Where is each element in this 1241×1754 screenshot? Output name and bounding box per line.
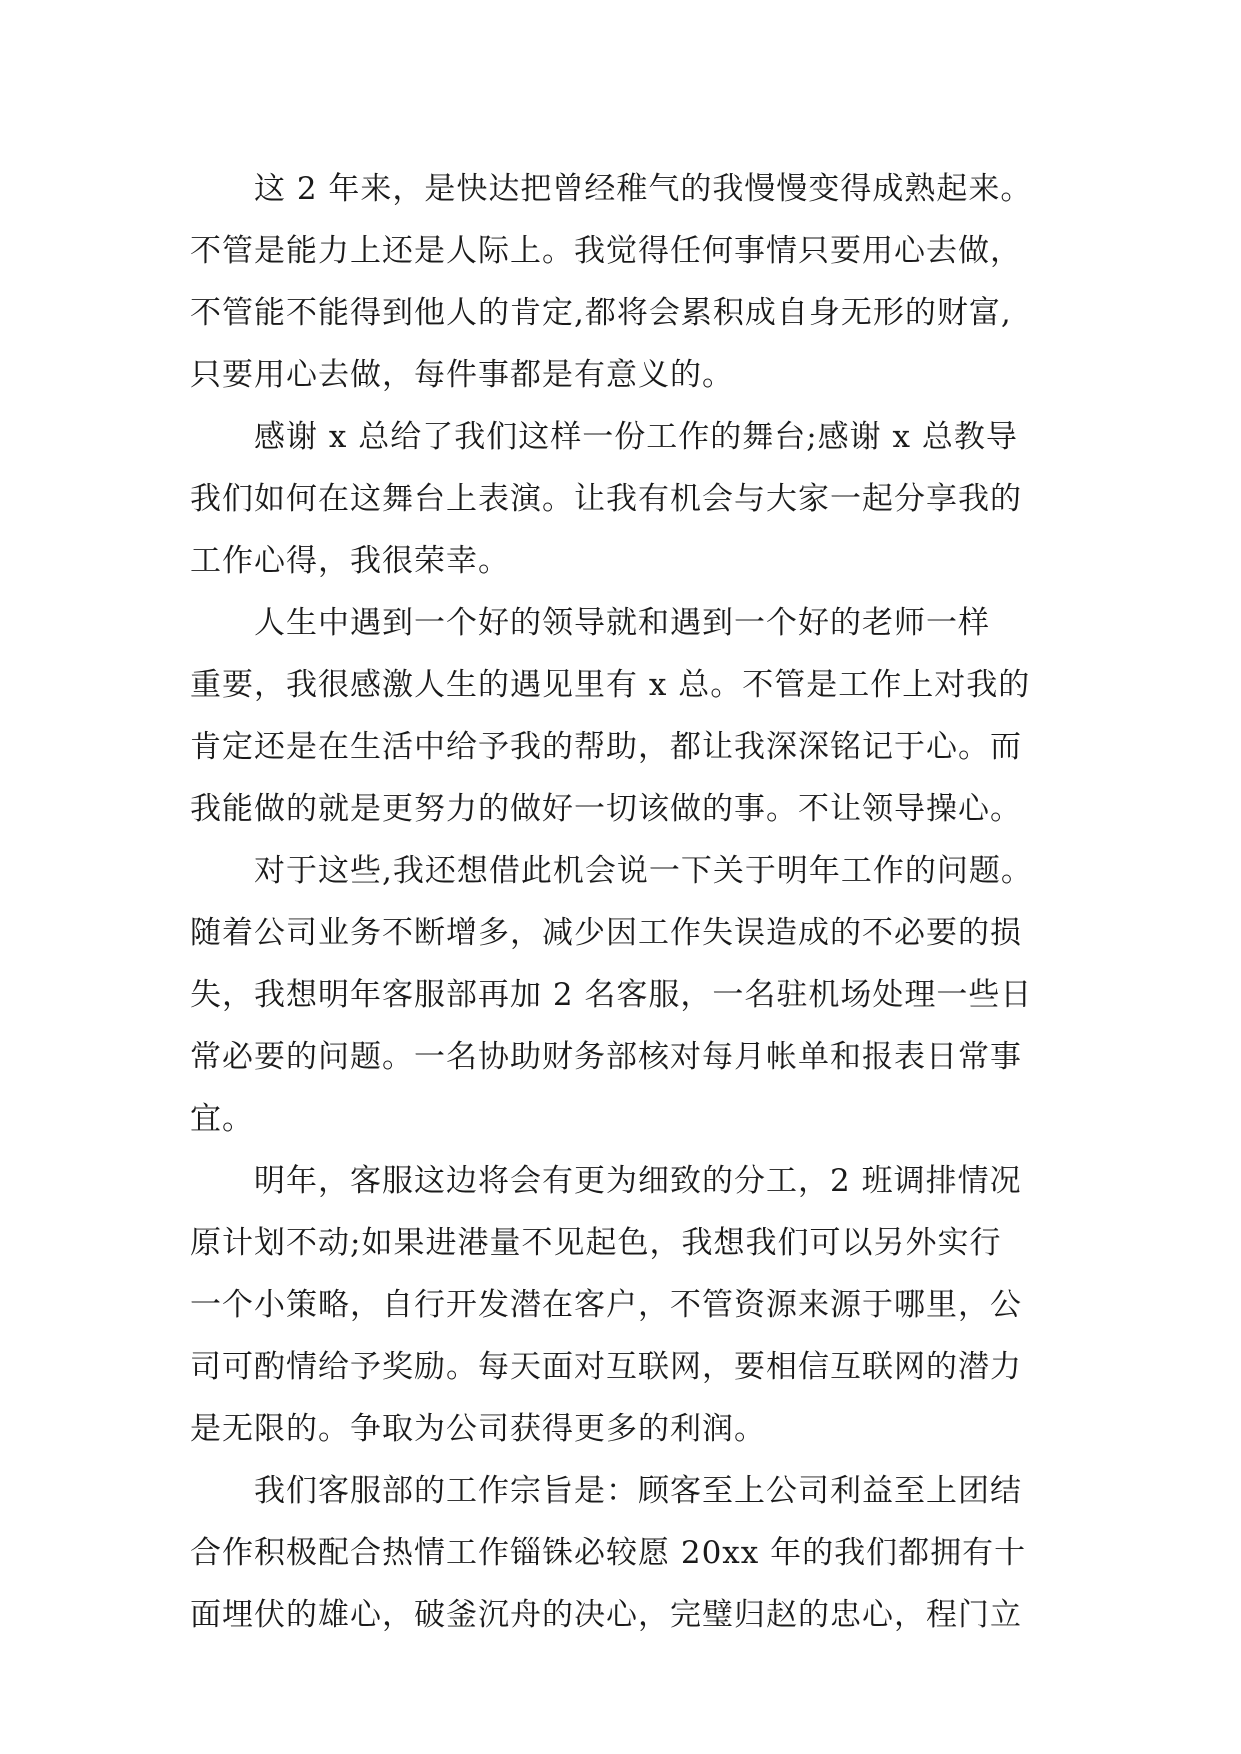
text-line: 工作心得，我很荣幸。 (190, 543, 510, 579)
text-line: 失，我想明年客服部再加 2 名客服，一名驻机场处理一些日 (190, 977, 1033, 1013)
text-line: 面埋伏的雄心，破釜沉舟的决心，完璧归赵的忠心，程门立 (190, 1597, 1022, 1633)
text-line: 是无限的。争取为公司获得更多的利润。 (190, 1411, 766, 1447)
text-line: 合作积极配合热情工作锱铢必较愿 20xx 年的我们都拥有十 (190, 1535, 1027, 1571)
text-line: 肯定还是在生活中给予我的帮助，都让我深深铭记于心。而 (190, 729, 1022, 765)
text-line: 常必要的问题。一名协助财务部核对每月帐单和报表日常事 (190, 1039, 1022, 1075)
text-line: 这 2 年来，是快达把曾经稚气的我慢慢变得成熟起来。 (254, 171, 1033, 207)
paragraph-3 (190, 592, 1070, 840)
text-line: 对于这些,我还想借此机会说一下关于明年工作的问题。 (254, 853, 1033, 889)
text-line: 原计划不动;如果进港量不见起色，我想我们可以另外实行 (190, 1225, 1002, 1261)
text-line: 我们客服部的工作宗旨是：顾客至上公司利益至上团结 (254, 1473, 1022, 1509)
paragraph-5 (190, 1150, 1070, 1460)
body-text (190, 158, 1070, 1646)
text-line: 重要，我很感激人生的遇见里有 x 总。不管是工作上对我的 (190, 667, 1031, 703)
text-line: 明年，客服这边将会有更为细致的分工，2 班调排情况 (254, 1163, 1022, 1199)
text-line: 随着公司业务不断增多，减少因工作失误造成的不必要的损 (190, 915, 1022, 951)
text-line: 不管是能力上还是人际上。我觉得任何事情只要用心去做， (190, 233, 1022, 269)
paragraph-2 (190, 406, 1070, 592)
text-line: 我们如何在这舞台上表演。让我有机会与大家一起分享我的 (190, 481, 1022, 517)
text-line: 我能做的就是更努力的做好一切该做的事。不让领导操心。 (190, 791, 1022, 827)
text-line: 感谢 x 总给了我们这样一份工作的舞台;感谢 x 总教导 (254, 419, 1018, 455)
text-line: 宜。 (190, 1101, 254, 1137)
paragraph-1 (190, 158, 1070, 406)
paragraph-6 (190, 1460, 1070, 1646)
text-line: 一个小策略，自行开发潜在客户，不管资源来源于哪里，公 (190, 1287, 1022, 1323)
paragraph-4 (190, 840, 1070, 1150)
text-line: 只要用心去做，每件事都是有意义的。 (190, 357, 734, 393)
text-line: 人生中遇到一个好的领导就和遇到一个好的老师一样 (254, 605, 990, 641)
text-line: 司可酌情给予奖励。每天面对互联网，要相信互联网的潜力 (190, 1349, 1022, 1385)
text-line: 不管能不能得到他人的肯定,都将会累积成自身无形的财富, (190, 295, 1012, 331)
